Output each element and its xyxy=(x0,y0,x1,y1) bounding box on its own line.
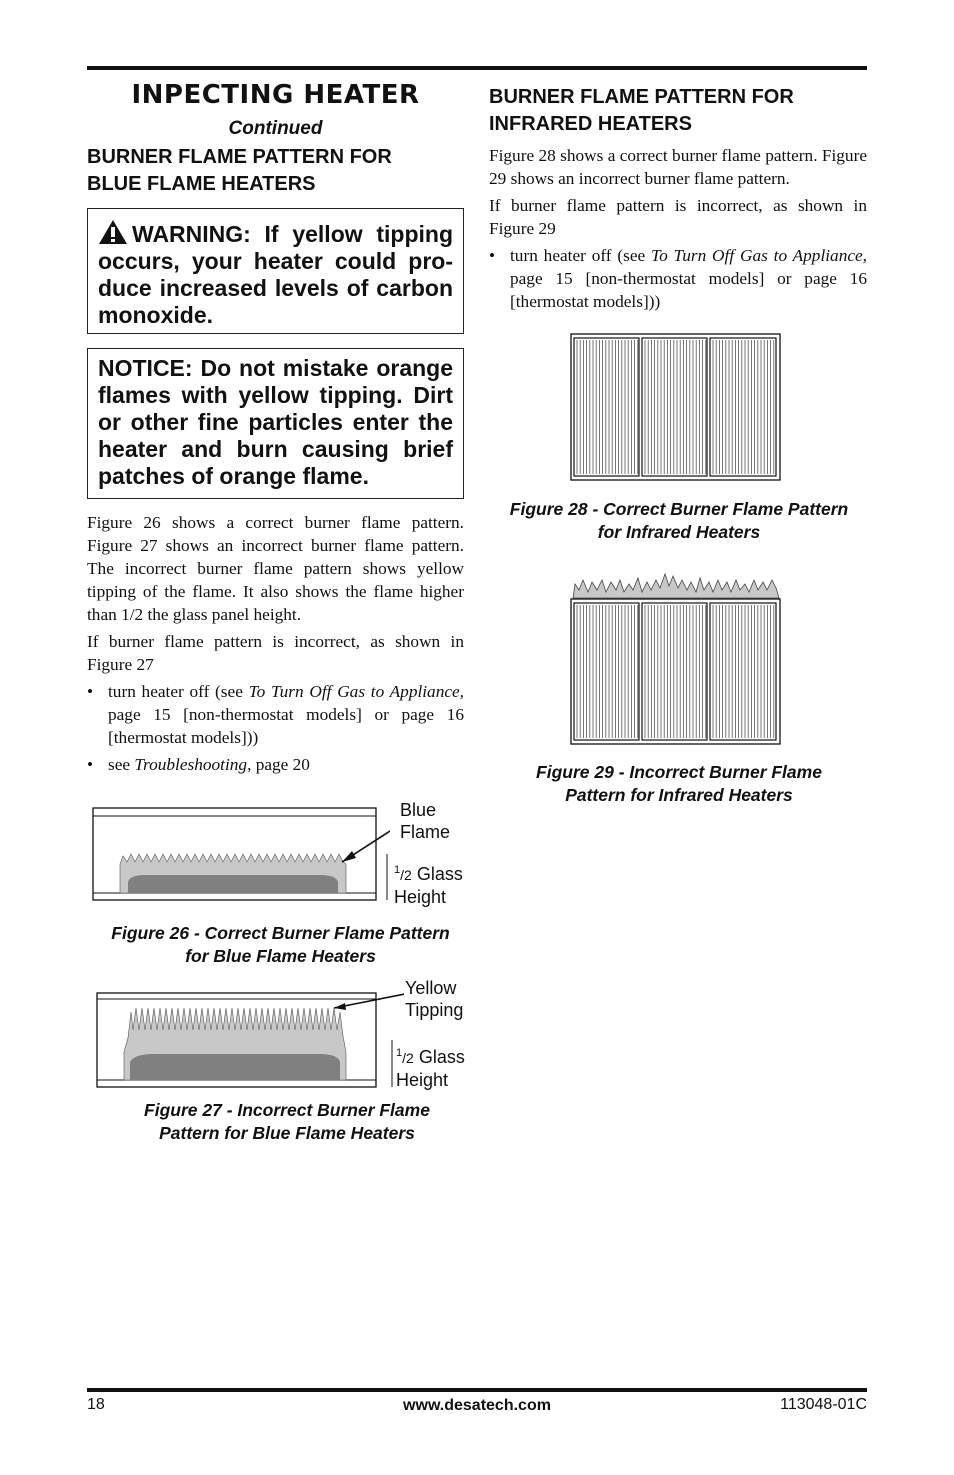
bottom-rule xyxy=(87,1388,867,1392)
cross-reference: Troubleshooting xyxy=(134,755,248,774)
figure-26-illustration xyxy=(90,804,390,904)
document-number: 113048-01C xyxy=(780,1396,867,1413)
label-blue-flame: Blue Flame xyxy=(400,800,451,842)
website-url: www.desatech.com xyxy=(403,1397,551,1414)
figure-29-illustration xyxy=(570,568,782,746)
cross-reference: To Turn Off Gas to Appliance, xyxy=(651,246,867,265)
body-paragraph: If burner flame pattern is incorrect, as shown in Figure 29 xyxy=(489,196,867,238)
body-paragraph: Figure 26 shows a correct burner flame pattern. Figure 27 shows an incorrect burner flame pattern. The incorrect burner flame pattern shows yellow tipping of the flame. It also shows the flame higher than 1/2 the glass panel height. xyxy=(87,513,464,624)
list-item: • turn heater off (see To Turn Off Gas to Appliance, page 15 [non-thermostat models] or page 16 [thermostat models])) xyxy=(489,246,867,311)
left-column xyxy=(87,78,464,780)
label-half-glass-height: $^1$/2 Glass Height xyxy=(396,1047,465,1090)
continued-label: Continued xyxy=(228,118,323,139)
notice-text: NOTICE: Do not mistake orange flames with yellow tipping. Dirt or other fine particles enter the heater and burn causing brief patches of orange flame. xyxy=(98,355,453,489)
body-paragraph: Figure 28 shows a correct burner flame pattern. Figure 29 shows an incorrect burner flame pattern. xyxy=(489,146,867,188)
subhead-line: INFRARED HEATERS xyxy=(489,113,692,135)
list-item: • turn heater off (see To Turn Off Gas to Appliance, page 15 [non-thermostat models] or page 16 [thermostat models])) xyxy=(87,682,465,747)
bullet-dot: • xyxy=(87,682,94,701)
right-column xyxy=(489,84,867,317)
subhead-blue-flame xyxy=(87,144,464,198)
subhead-infrared xyxy=(489,84,867,138)
bullet-list xyxy=(87,680,464,776)
warning-text: WARNING: If yellow tipping occurs, your heater could pro-duce increased levels of carbon monoxide. xyxy=(98,221,453,328)
section-title: INPECTING HEATER xyxy=(131,80,420,110)
figure-28-illustration xyxy=(570,333,782,482)
figure-26-caption: Figure 26 - Correct Burner Flame Pattern for Blue Flame Heaters xyxy=(111,923,450,966)
bullet-dot: • xyxy=(489,246,496,265)
bullet-dot: • xyxy=(87,755,94,774)
page-number: 18 xyxy=(87,1396,105,1413)
figure-29-caption: Figure 29 - Incorrect Burner Flame Pattern for Infrared Heaters xyxy=(536,762,822,805)
warning-box xyxy=(87,208,464,334)
yellow-tipped-flame-inner xyxy=(130,1054,340,1080)
list-item: • see Troubleshooting, page 20 xyxy=(87,755,310,774)
body-paragraph: If burner flame pattern is incorrect, as shown in Figure 27 xyxy=(87,632,464,674)
cross-reference: To Turn Off Gas to Appliance, xyxy=(248,682,465,701)
figure-27-illustration xyxy=(94,990,404,1090)
warning-triangle-icon xyxy=(98,219,128,245)
bullet-list xyxy=(489,244,867,313)
notice-box xyxy=(87,348,464,499)
blue-flame-inner xyxy=(128,875,338,893)
infrared-flame-tips xyxy=(573,574,779,598)
label-half-glass-height: $^1$/2 Glass Height xyxy=(394,864,463,907)
subhead-line: BURNER FLAME PATTERN FOR xyxy=(87,146,392,168)
subhead-line: BURNER FLAME PATTERN FOR xyxy=(489,86,794,108)
figure-27-caption: Figure 27 - Incorrect Burner Flame Pattern for Blue Flame Heaters xyxy=(144,1100,430,1143)
subhead-line: BLUE FLAME HEATERS xyxy=(87,173,316,195)
label-yellow-tipping: Yellow Tipping xyxy=(405,978,464,1020)
top-rule xyxy=(87,66,867,70)
figure-28-caption: Figure 28 - Correct Burner Flame Pattern for Infrared Heaters xyxy=(509,499,849,542)
